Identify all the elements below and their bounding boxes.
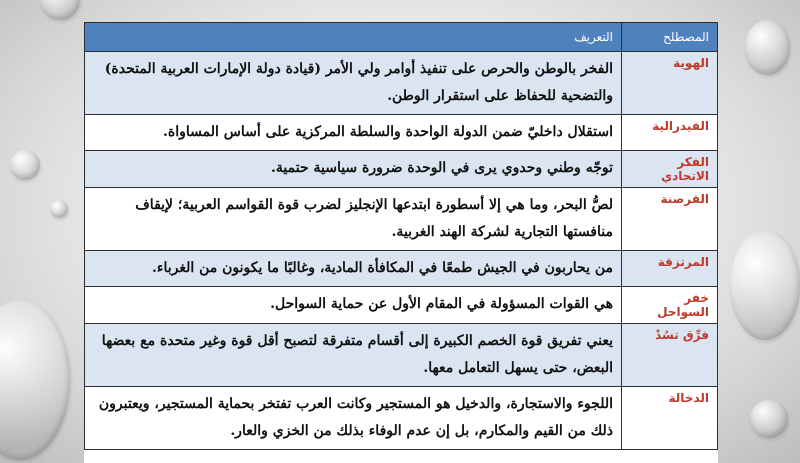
water-droplet	[745, 20, 790, 75]
term-cell: خفر السواحل	[622, 287, 718, 324]
definition-cell: هي القوات المسؤولة في المقام الأول عن حماية السواحل.	[85, 287, 622, 324]
term-cell: الهوية	[622, 52, 718, 115]
definition-cell: الفخر بالوطن والحرص على تنفيذ أوامر ولي الأمر (قيادة دولة الإمارات العربية المتحدة) والتضحية للحفاظ على استقرار الوطن.	[85, 52, 622, 115]
table-row	[85, 387, 718, 450]
header-term: المصطلح	[622, 23, 718, 52]
term-cell: الدخالة	[622, 387, 718, 450]
water-droplet	[0, 300, 70, 460]
table-row	[85, 151, 718, 188]
term-cell: المرتزقة	[622, 251, 718, 287]
glossary-table	[84, 22, 718, 450]
glossary-table-container	[84, 22, 718, 463]
water-droplet	[50, 200, 68, 218]
table-row	[85, 324, 718, 387]
table-row	[85, 287, 718, 324]
term-cell: الفيدرالية	[622, 115, 718, 151]
water-droplet	[40, 0, 80, 20]
header-definition: التعريف	[85, 23, 622, 52]
water-droplet	[10, 150, 40, 180]
table-row	[85, 115, 718, 151]
definition-cell: توجّه وطني وحدوي يرى في الوحدة ضرورة سياسية حتمية.	[85, 151, 622, 188]
water-droplet	[750, 400, 788, 438]
definition-cell: استقلال داخليّ ضمن الدولة الواحدة والسلطة المركزية على أساس المساواة.	[85, 115, 622, 151]
water-droplet	[730, 230, 800, 340]
definition-cell: يعني تفريق قوة الخصم الكبيرة إلى أقسام متفرقة لتصبح أقل قوة وغير متحدة مع بعضها البعض، حتى يسهل التعامل معها.	[85, 324, 622, 387]
definition-cell: من يحاربون في الجيش طمعًا في المكافأة المادية، وغالبًا ما يكونون من الغرباء.	[85, 251, 622, 287]
term-cell: فرِّق تسُدْ	[622, 324, 718, 387]
table-row	[85, 188, 718, 251]
term-cell: القرصنة	[622, 188, 718, 251]
table-row	[85, 52, 718, 115]
table-row	[85, 251, 718, 287]
term-cell: الفكر الاتحادي	[622, 151, 718, 188]
definition-cell: اللجوء والاستجارة، والدخيل هو المستجير وكانت العرب تفتخر بحماية المستجير، ويعتبرون ذلك من القيم والمكارم، بل إن عدم الوفاء بذلك من الخزي والعار.	[85, 387, 622, 450]
table-header-row	[85, 23, 718, 52]
definition-cell: لصُّ البحر، وما هي إلا أسطورة ابتدعها الإنجليز لضرب قوة القواسم العربية؛ لإيقاف منافستها التجارية لشركة الهند الغربية.	[85, 188, 622, 251]
